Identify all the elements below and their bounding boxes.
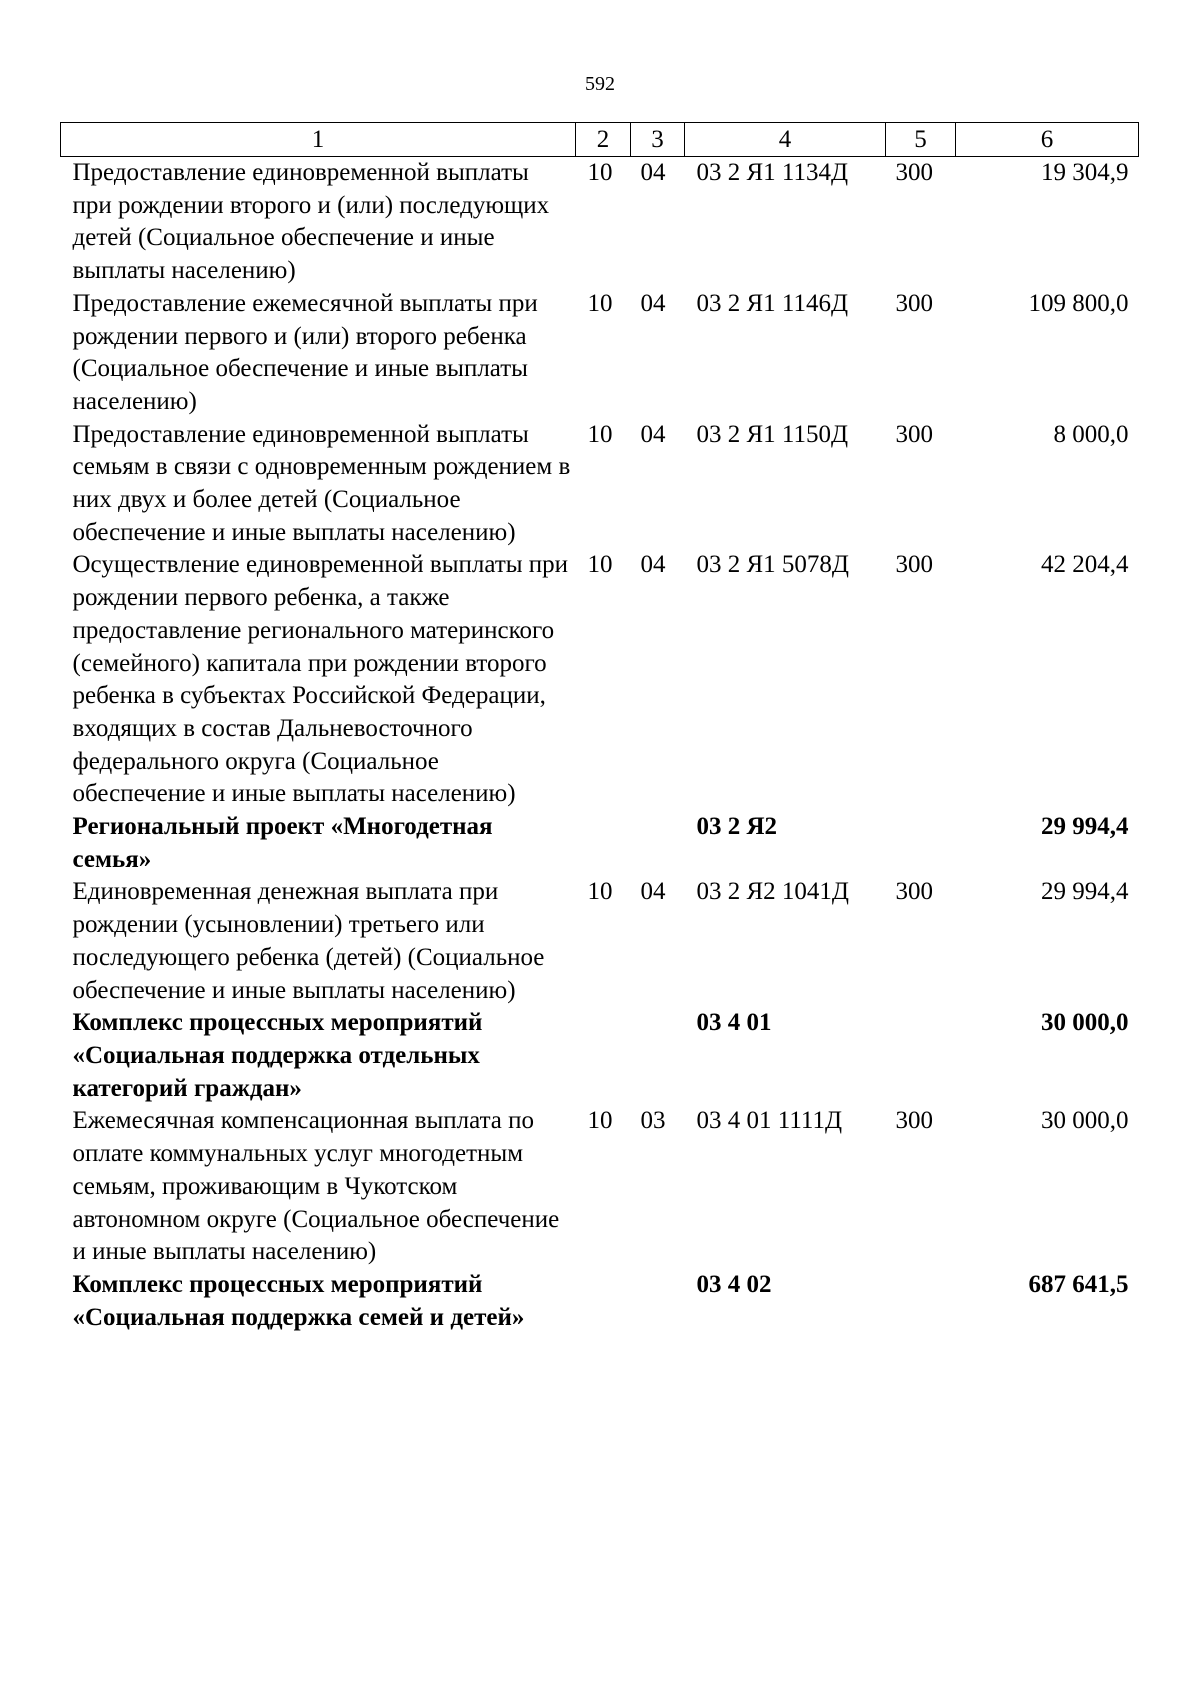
row-subsection: 04 xyxy=(640,878,666,906)
page-number: 592 xyxy=(585,73,615,95)
row-subsection: 04 xyxy=(640,159,666,186)
row-code: 03 2 Я1 1146Д xyxy=(696,289,849,317)
row-code: 03 4 02 xyxy=(696,1270,772,1298)
row-name: Комплекс процессных мероприятий «Социальная поддержка отдельных категорий граждан» xyxy=(72,1009,483,1102)
row-name: Ежемесячная компенсационная выплата по оплате коммунальных услуг многодетным семьям, проживающим в Чукотском автономном округе (Социальное обеспечение и иные выплаты населению) xyxy=(72,1107,560,1266)
header-col-6: 6 xyxy=(956,123,1139,157)
row-subsection: 04 xyxy=(640,551,666,579)
row-subsection: 04 xyxy=(640,420,666,448)
row-kind: 300 xyxy=(895,289,933,317)
table-row xyxy=(61,876,1139,1007)
header-row xyxy=(61,123,1139,157)
row-code: 03 2 Я2 xyxy=(696,813,778,841)
table-row-group xyxy=(61,811,1139,876)
row-amount: 29 994,4 xyxy=(1041,813,1129,841)
row-amount: 687 641,5 xyxy=(1028,1270,1129,1298)
row-name: Региональный проект «Многодетная семья» xyxy=(72,813,493,873)
row-name: Единовременная денежная выплата при рождении (усыновлении) третьего или последующего ребенка (детей) (Социальное обеспечение и иные выплаты населению) xyxy=(72,878,545,1004)
table-row xyxy=(61,1105,1139,1269)
row-name: Комплекс процессных мероприятий «Социальная поддержка семей и детей» xyxy=(72,1270,525,1331)
row-code: 03 4 01 1111Д xyxy=(696,1107,843,1135)
row-amount: 42 204,4 xyxy=(1041,551,1129,579)
row-amount: 109 800,0 xyxy=(1028,289,1129,317)
row-name: Предоставление единовременной выплаты при рождении второго и (или) последующих детей (Социальное обеспечение и иные выплаты населению) xyxy=(72,159,550,285)
row-section: 10 xyxy=(587,1107,613,1135)
row-kind: 300 xyxy=(895,420,933,448)
row-kind: 300 xyxy=(895,551,933,579)
row-subsection: 03 xyxy=(640,1107,666,1135)
row-code: 03 2 Я2 1041Д xyxy=(696,878,849,906)
row-subsection: 04 xyxy=(640,289,666,317)
row-section: 10 xyxy=(587,878,613,906)
row-amount: 19 304,9 xyxy=(1041,159,1129,186)
row-section: 10 xyxy=(587,289,613,317)
row-code: 03 2 Я1 1150Д xyxy=(696,420,849,448)
row-section xyxy=(576,1007,631,1105)
header-col-3: 3 xyxy=(631,123,685,157)
header-col-5: 5 xyxy=(886,123,956,157)
row-name: Предоставление единовременной выплаты семьям в связи с одновременным рождением в них двух и более детей (Социальное обеспечение и иные выплаты населению) xyxy=(72,420,571,546)
row-section: 10 xyxy=(587,551,613,579)
table-row xyxy=(61,288,1139,419)
table-row xyxy=(61,157,1139,288)
row-name: Осуществление единовременной выплаты при рождении первого ребенка, а также предоставление регионального материнского (семейного) капитала при рождении второго ребенка в субъектах Российской Федерации, входящих в состав Дальневосточного федерального округа (Социальное обеспечение и иные выплаты населению) xyxy=(72,551,569,808)
row-name: Предоставление ежемесячной выплаты при рождении первого и (или) второго ребенка (Социальное обеспечение и иные выплаты населению) xyxy=(72,289,538,415)
row-code: 03 2 Я1 5078Д xyxy=(696,551,849,579)
row-subsection xyxy=(631,811,685,876)
table-row xyxy=(61,419,1139,550)
row-section: 10 xyxy=(587,420,613,448)
row-amount: 8 000,0 xyxy=(1053,420,1129,448)
row-amount: 30 000,0 xyxy=(1041,1009,1129,1037)
row-kind: 300 xyxy=(895,159,933,186)
row-section xyxy=(576,1269,631,1334)
row-subsection xyxy=(631,1007,685,1105)
row-section: 10 xyxy=(587,159,613,186)
row-section xyxy=(576,811,631,876)
table-row-group xyxy=(61,1007,1139,1105)
row-amount: 29 994,4 xyxy=(1041,878,1129,906)
budget-table xyxy=(60,122,1139,1334)
row-amount: 30 000,0 xyxy=(1041,1107,1129,1135)
header-col-4: 4 xyxy=(685,123,886,157)
table-row xyxy=(61,549,1139,811)
row-kind xyxy=(886,811,956,876)
table-body xyxy=(61,157,1139,1335)
row-code: 03 2 Я1 1134Д xyxy=(696,159,849,186)
row-kind: 300 xyxy=(895,878,933,906)
row-kind: 300 xyxy=(895,1107,933,1135)
table-row-group xyxy=(61,1269,1139,1334)
header-col-2: 2 xyxy=(576,123,631,157)
row-code: 03 4 01 xyxy=(696,1009,772,1037)
row-kind xyxy=(886,1269,956,1334)
header-col-1: 1 xyxy=(61,123,576,157)
row-kind xyxy=(886,1007,956,1105)
row-subsection xyxy=(631,1269,685,1334)
